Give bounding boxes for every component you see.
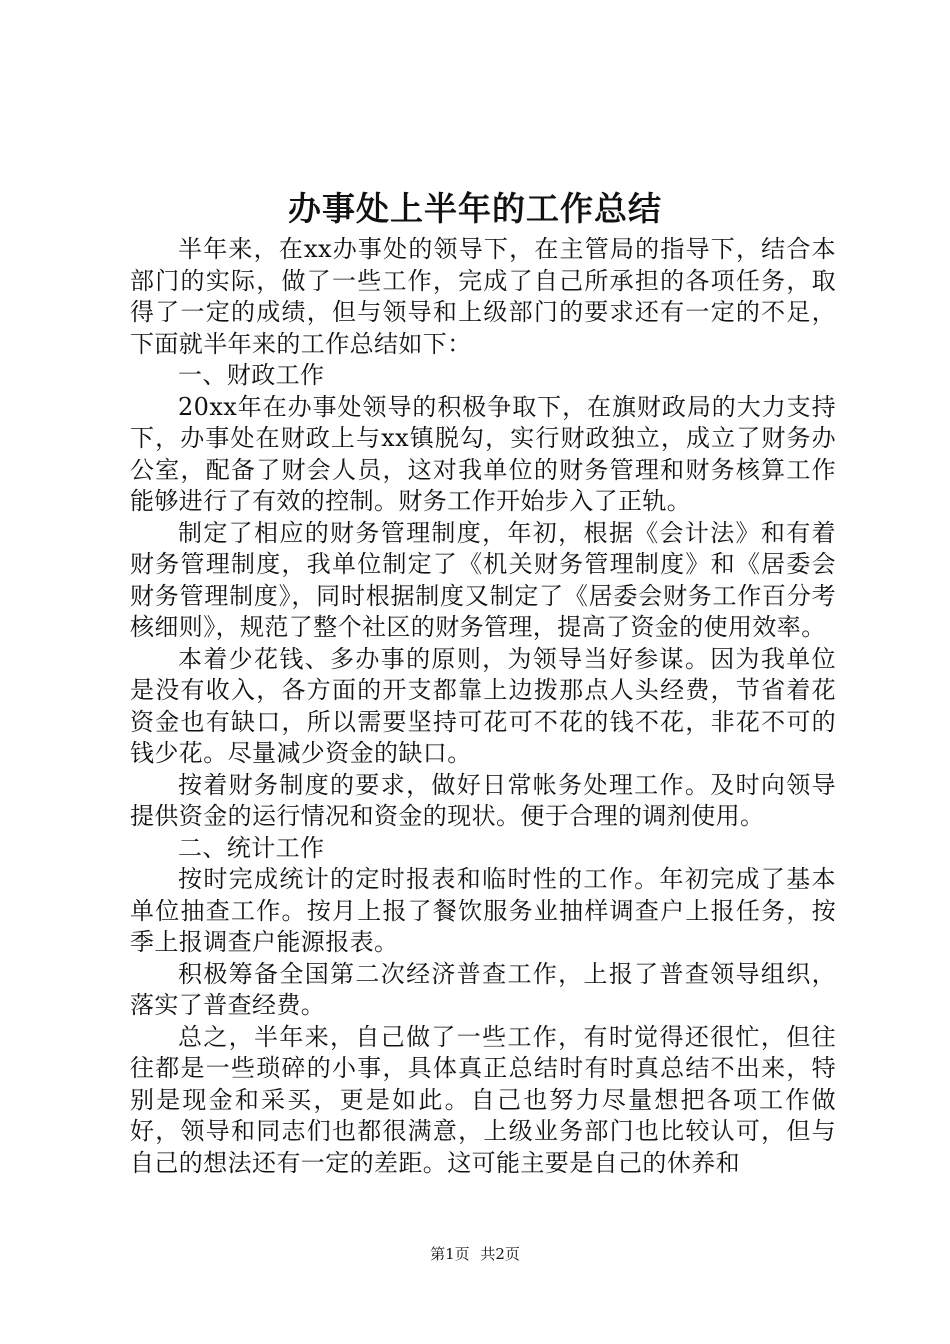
page-footer [0,1243,950,1265]
paragraph-summary: 总之，半年来，自己做了一些工作，有时觉得还很忙，但往往都是一些琐碎的小事，具体真正总结时有时真总结不出来，特别是现金和采买，更是如此。自己也努力尽量想把各项工作做好，领导和同志们也都很满意，上级业务部门也比较认可，但与自己的想法还有一定的差距。这可能主要是自己的休养和 [130,1022,836,1177]
document-body [130,234,836,1179]
paragraph-finance-accounts: 按着财务制度的要求，做好日常帐务处理工作。及时向领导提供资金的运行情况和资金的现状。便于合理的调剂使用。 [130,770,836,830]
section-heading-statistics: 二、统计工作 [178,833,325,862]
paragraph-statistics-reports: 按时完成统计的定时报表和临时性的工作。年初完成了基本单位抽查工作。按月上报了餐饮服务业抽样调查户上报任务，按季上报调查户能源报表。 [130,865,836,956]
paragraph-intro: 半年来，在xx办事处的领导下，在主管局的指导下，结合本部门的实际，做了一些工作，完成了自己所承担的各项任务，取得了一定的成绩，但与领导和上级部门的要求还有一定的不足，下面就半年来的工作总结如下： [130,235,836,358]
paragraph-statistics-census: 积极筹备全国第二次经济普查工作，上报了普查领导组织，落实了普查经费。 [130,959,836,1019]
paragraph-finance-rules: 制定了相应的财务管理制度，年初，根据《会计法》和有着财务管理制度，我单位制定了《机关财务管理制度》和《居委会财务管理制度》，同时根据制度又制定了《居委会财务工作百分考核细则》，规范了整个社区的财务管理，提高了资金的使用效率。 [130,518,836,641]
page-total: 共2页 [480,1245,520,1263]
paragraph-finance-saving: 本着少花钱、多办事的原则，为领导当好参谋。因为我单位是没有收入，各方面的开支都靠上边拨那点人头经费，节省着花资金也有缺口，所以需要坚持可花可不花的钱不花，非花不可的钱少花。尽量减少资金的缺口。 [130,644,836,767]
page-number: 第1页 [430,1245,470,1263]
paragraph-finance-independence: 20xx年在办事处领导的积极争取下，在旗财政局的大力支持下，办事处在财政上与xx镇脱勾，实行财政独立，成立了财务办公室，配备了财会人员，这对我单位的财务管理和财务核算工作能够进行了有效的控制。财务工作开始步入了正轨。 [130,392,836,515]
section-heading-finance: 一、财政工作 [178,361,325,389]
document-title: 办事处上半年的工作总结 [288,189,662,228]
